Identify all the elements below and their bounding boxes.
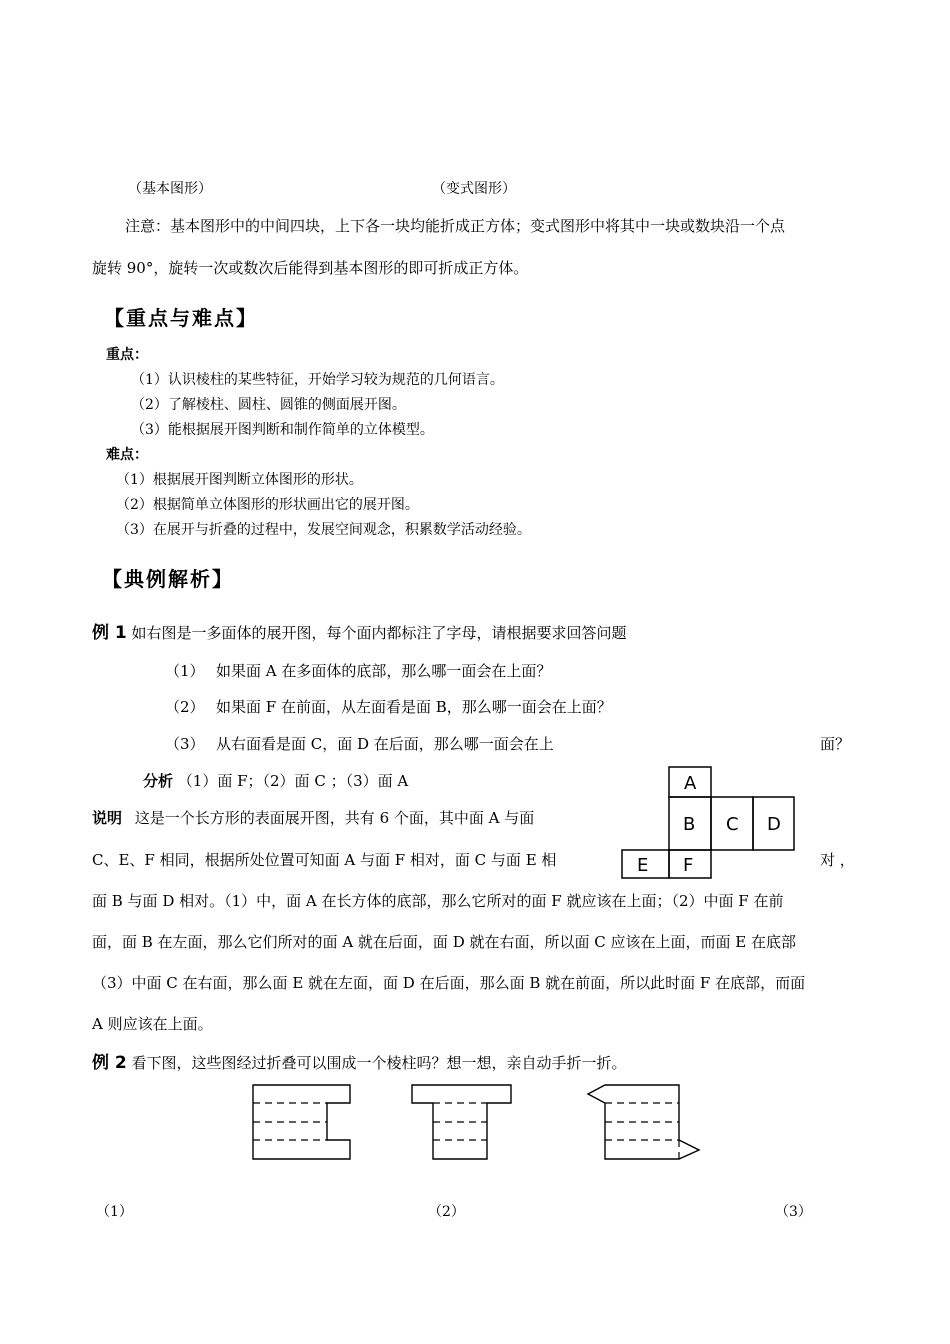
- net-letter-a: A: [684, 773, 697, 794]
- focus-item-2: （2）了解棱柱、圆柱、圆锥的侧面展开图。: [131, 397, 406, 413]
- variant-figure-label: （变式图形）: [432, 181, 516, 197]
- q3-number: （3）: [165, 735, 205, 753]
- figure-caption-1: （1）: [96, 1204, 133, 1220]
- figure-caption-3: （3）: [775, 1204, 812, 1220]
- q1-number: （1）: [165, 662, 205, 680]
- q2-number: （2）: [165, 698, 205, 716]
- explain-line-5: （3）中面 C 在右面，那么面 E 就在左面，面 D 在后面，那么面 B 就在前面，所以此时面 F 在底部，而面: [92, 974, 806, 992]
- net-letter-c: C: [726, 814, 739, 835]
- example-2-text: 看下图，这些图经过折叠可以围成一个棱柱吗？想一想，亲自动手折一折。: [131, 1054, 627, 1072]
- difficult-item-1: （1）根据展开图判断立体图形的形状。: [116, 472, 363, 488]
- net-letter-b: B: [683, 814, 696, 835]
- basic-figure-label: （基本图形）: [128, 181, 212, 197]
- explain-line-4: 面，面 B 在左面，那么它们所对的面 A 就在后面，面 D 就在右面，所以面 C 应该在上面，而面 E 在底部: [92, 933, 796, 951]
- prism-net-figure-2: [410, 1082, 516, 1162]
- focus-item-3: （3）能根据展开图判断和制作简单的立体模型。: [131, 422, 434, 438]
- example-1-line: [92, 623, 627, 643]
- example-2-label: 例 2: [92, 1053, 127, 1073]
- explain-line-2-end: 对 ，: [820, 851, 855, 869]
- examples-heading: 【典例解析】: [102, 567, 234, 591]
- example-1-text: 如右图是一多面体的展开图，每个面内都标注了字母，请根据要求回答问题: [131, 624, 627, 642]
- focus-label: 重点：: [106, 347, 148, 363]
- difficult-item-3: （3）在展开与折叠的过程中，发展空间观念，积累数学活动经验。: [116, 522, 531, 538]
- explain-text-1: 这是一个长方形的表面展开图，共有 6 个面，其中面 A 与面: [134, 809, 535, 827]
- net-letter-e: E: [637, 855, 649, 876]
- q3-text: 从右面看是面 C，面 D 在后面，那么哪一面会在上: [216, 735, 554, 753]
- cube-net-diagram: [620, 766, 796, 880]
- net-letter-d: D: [767, 814, 781, 835]
- example-1-label: 例 1: [92, 623, 127, 643]
- prism-net-figure-1: [250, 1082, 356, 1162]
- net-letter-f: F: [683, 855, 694, 876]
- analysis-line: [143, 771, 408, 791]
- explain-line-3: 面 B 与面 D 相对。（1）中，面 A 在长方体的底部，那么它所对的面 F 就应该在上面；（2）中面 F 在前: [92, 892, 784, 910]
- example-2-line: [92, 1053, 627, 1073]
- difficult-item-2: （2）根据简单立体图形的形状画出它的展开图。: [116, 497, 419, 513]
- q3-text-end: 面？: [820, 735, 851, 753]
- q1-text: 如果面 A 在多面体的底部，那么哪一面会在上面？: [216, 662, 552, 680]
- explain-line-2: C、E、F 相同，根据所处位置可知面 A 与面 F 相对，面 C 与面 E 相: [92, 851, 557, 869]
- note-line-1: 注意：基本图形中的中间四块，上下各一块均能折成正方体；变式图形中将其中一块或数块沿一个点: [125, 217, 786, 235]
- q2-text: 如果面 F 在前面，从左面看是面 B，那么哪一面会在上面？: [216, 698, 612, 716]
- explain-line-1: [92, 808, 534, 828]
- prism-net-figure-3: [585, 1082, 703, 1162]
- key-points-heading: 【重点与难点】: [104, 306, 258, 330]
- explain-line-6: A 则应该在上面。: [92, 1015, 213, 1033]
- difficult-label: 难点：: [106, 447, 148, 463]
- figure-caption-2: （2）: [428, 1204, 465, 1220]
- explain-label: 说明: [92, 809, 123, 827]
- analysis-text: （1）面 F；（2）面 C ；（3）面 A: [177, 772, 409, 790]
- analysis-label: 分析: [143, 772, 174, 790]
- focus-item-1: （1）认识棱柱的某些特征，开始学习较为规范的几何语言。: [131, 372, 504, 388]
- note-line-2: 旋转 90°，旋转一次或数次后能得到基本图形的即可折成正方体。: [92, 259, 529, 277]
